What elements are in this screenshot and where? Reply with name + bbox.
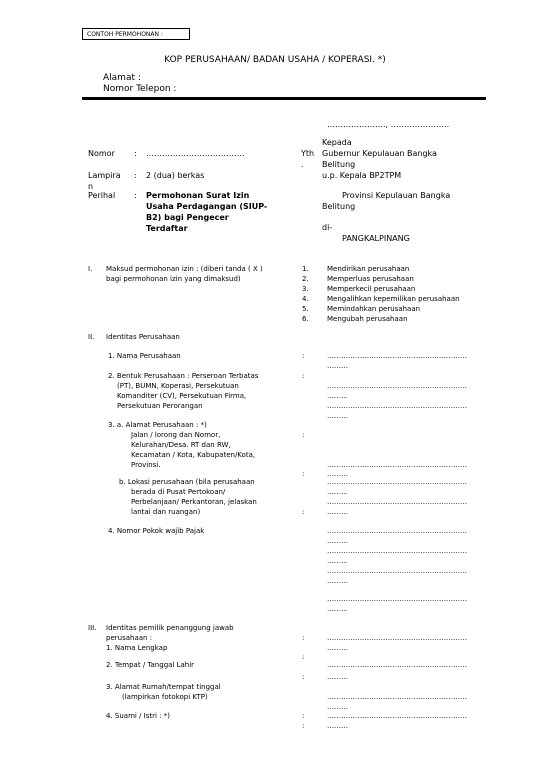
section3-title-2: perusahaan : <box>106 634 153 642</box>
bentuk-perusahaan-line4: Persekutuan Perorangan <box>117 402 203 410</box>
alamat-rumah-line2: (lampirkan fotokopi KTP) <box>122 693 208 701</box>
nomor-colon: : <box>134 149 137 158</box>
nomor-value: ………………………………. <box>146 149 245 158</box>
section1-option: Mendirikan perusahaan <box>327 265 410 273</box>
alamat-perusahaan-field-cont[interactable]: ……… <box>327 470 348 478</box>
alamat-perusahaan-line1: 3. a. Alamat Perusahaan : *) <box>108 421 207 429</box>
pemilik-field[interactable]: …………………………………………………… <box>327 634 467 642</box>
bentuk-perusahaan-line3: Komanditer (CV), Persekutuan Firma, <box>117 392 247 400</box>
alamat-rumah-line1: 3. Alamat Rumah/tempat tinggal <box>106 683 221 691</box>
kepada-label: Kepada <box>322 138 352 147</box>
npwp-field-2-cont[interactable]: ……… <box>327 557 348 565</box>
npwp-field-cont[interactable]: ……… <box>327 537 348 545</box>
section1-option: Memperluas perusahaan <box>327 275 414 283</box>
lokasi-perusahaan-line2: berada di Pusat Pertokoan/ <box>131 488 226 496</box>
section1-option: Mengalihkan kepemilikan perusahaan <box>327 295 460 303</box>
npwp-field-4-cont[interactable]: ……… <box>327 605 348 613</box>
lampiran-label-wrap: n <box>88 182 94 191</box>
addressee-line2: Belitung <box>322 160 356 169</box>
alamat-perusahaan-colon: : <box>302 431 305 439</box>
section1-option: Mengubah perusahaan <box>327 315 408 323</box>
lokasi-perusahaan-field[interactable]: …………………………………………………… <box>327 478 467 486</box>
npwp-label: 4. Nomor Pokok wajib Pajak <box>108 527 205 535</box>
section1-option: Memperkecil perusahaan <box>327 285 416 293</box>
addressee-line5: Belitung <box>322 202 356 211</box>
nama-perusahaan-colon: : <box>302 352 305 360</box>
header-divider <box>82 97 486 100</box>
ttl-colon: : <box>302 673 305 681</box>
lampiran-label: Lampira <box>88 171 121 180</box>
alamat-label: Alamat : <box>103 73 141 83</box>
bentuk-perusahaan-field-2-cont[interactable]: ……… <box>327 412 348 420</box>
alamat-perusahaan-line4: Kecamatan / Kota, Kabupaten/Kota, <box>131 451 256 459</box>
npwp-field-2[interactable]: …………………………………………………… <box>327 547 467 555</box>
lampiran-colon: : <box>134 171 137 180</box>
section2-title: Identitas Perusahaan <box>106 333 180 341</box>
yth-label: Yth <box>301 149 315 158</box>
section1-option-number: 5. <box>302 305 309 313</box>
npwp-field[interactable]: …………………………………………………… <box>327 527 467 535</box>
alamat-perusahaan-line3: Kelurahan/Desa. RT dan RW, <box>131 441 231 449</box>
suami-istri-field[interactable]: …………………………………………………… <box>327 712 467 720</box>
bentuk-perusahaan-field[interactable]: …………………………………………………… <box>327 382 467 390</box>
suami-istri-colon-2: : <box>302 722 305 730</box>
section3-number: III. <box>88 624 97 632</box>
section1-option-number: 4. <box>302 295 309 303</box>
perihal-label: Perihal <box>88 191 116 200</box>
nama-lengkap-colon: : <box>302 653 305 661</box>
npwp-field-3-cont[interactable]: ……… <box>327 577 348 585</box>
bentuk-perusahaan-line2: (PT), BUMN, Koperasi, Persekutuan <box>117 382 239 390</box>
perihal-value-3: B2) bagi Pengecer <box>146 213 229 222</box>
nomor-label: Nomor <box>88 149 115 158</box>
yth-dot: . <box>301 160 304 169</box>
addressee-line4: Provinsi Kepulauan Bangka <box>342 191 451 200</box>
section2-number: II. <box>88 333 95 341</box>
nama-perusahaan-field[interactable]: …………………………………………………… <box>327 352 467 360</box>
section1-number: I. <box>88 265 93 273</box>
lokasi-perusahaan-field-cont[interactable]: ……… <box>327 488 348 496</box>
addressee-line3: u.p. Kepala BP2TPM <box>322 171 402 180</box>
addressee-line1: Gubernur Kepulauan Bangka <box>322 149 437 158</box>
section1-text-2: bagi permohonan izin yang dimaksud) <box>106 275 241 283</box>
lampiran-value: 2 (dua) berkas <box>146 171 205 180</box>
alamat-rumah-field-cont[interactable]: ……… <box>327 703 348 711</box>
addressee-line6: di- <box>322 223 333 232</box>
section1-option: Memindahkan perusahaan <box>327 305 421 313</box>
nama-lengkap-field[interactable]: ……… <box>327 644 348 652</box>
section1-text-1: Maksud permohonan izin : (diberi tanda ( X ) <box>106 265 263 273</box>
ttl-field[interactable]: …………………………………………………… <box>327 661 467 669</box>
nama-lengkap-label: 1. Nama Lengkap <box>106 644 168 652</box>
section3-colon: : <box>302 634 305 642</box>
nama-perusahaan-label: 1. Nama Perusahaan <box>108 352 181 360</box>
lokasi-perusahaan-line3: Perbelanjaan/ Perkantoran, jelaskan <box>131 498 257 506</box>
lokasi-perusahaan-field-2[interactable]: …………………………………………………… <box>327 498 467 506</box>
nama-perusahaan-field-cont[interactable]: ……… <box>327 362 348 370</box>
addressee-line7: PANGKALPINANG <box>342 234 410 243</box>
lokasi-perusahaan-colon: : <box>302 508 305 516</box>
date-line: …………………., …………………. <box>327 120 450 129</box>
perihal-value-4: Terdaftar <box>146 224 188 233</box>
npwp-field-3[interactable]: …………………………………………………… <box>327 567 467 575</box>
telepon-label: Nomor Telepon : <box>103 84 177 94</box>
lokasi-perusahaan-line1: b. Lokasi perusahaan (bila perusahaan <box>119 478 255 486</box>
bentuk-perusahaan-colon: : <box>302 372 305 380</box>
lokasi-perusahaan-line4: lantai dan ruangan) <box>131 508 201 516</box>
bentuk-perusahaan-line1: 2. Bentuk Perusahaan : Perseroan Terbatas <box>108 372 259 380</box>
bentuk-perusahaan-field-cont[interactable]: ……… <box>327 392 348 400</box>
alamat-rumah-field[interactable]: …………………………………………………… <box>327 693 467 701</box>
suami-istri-colon: : <box>302 712 305 720</box>
suami-istri-field-cont[interactable]: ……… <box>327 722 348 730</box>
section3-title-1: Identitas pemilik penanggung jawab <box>106 624 234 632</box>
section1-option-number: 3. <box>302 285 309 293</box>
perihal-colon: : <box>134 191 137 200</box>
bentuk-perusahaan-field-2[interactable]: …………………………………………………… <box>327 402 467 410</box>
alamat-perusahaan-line5: Provinsi. <box>131 461 161 469</box>
suami-istri-label: 4. Suami / Istri : *) <box>106 712 170 720</box>
alamat-perusahaan-field[interactable]: …………………………………………………… <box>327 461 467 469</box>
perihal-value-2: Usaha Perdagangan (SIUP- <box>146 202 268 211</box>
npwp-field-4[interactable]: …………………………………………………… <box>327 595 467 603</box>
contoh-permohonan-label: CONTOH PERMOHONAN : <box>82 28 190 40</box>
perihal-value-1: Permohonan Surat Izin <box>146 191 250 200</box>
ttl-label: 2. Tempat / Tanggal Lahir <box>106 661 195 669</box>
section1-option-number: 6. <box>302 315 309 323</box>
section1-option-number: 2. <box>302 275 309 283</box>
section1-option-number: 1. <box>302 265 309 273</box>
lokasi-perusahaan-field-2-cont[interactable]: ……… <box>327 508 348 516</box>
ttl-field-cont[interactable]: ……… <box>327 673 348 681</box>
kop-title: KOP PERUSAHAAN/ BADAN USAHA / KOPERASI. *) <box>164 55 386 65</box>
alamat-perusahaan-line2: Jalan / lorong dan Nomor, <box>131 431 221 439</box>
alamat-perusahaan-colon-2: : <box>302 470 305 478</box>
